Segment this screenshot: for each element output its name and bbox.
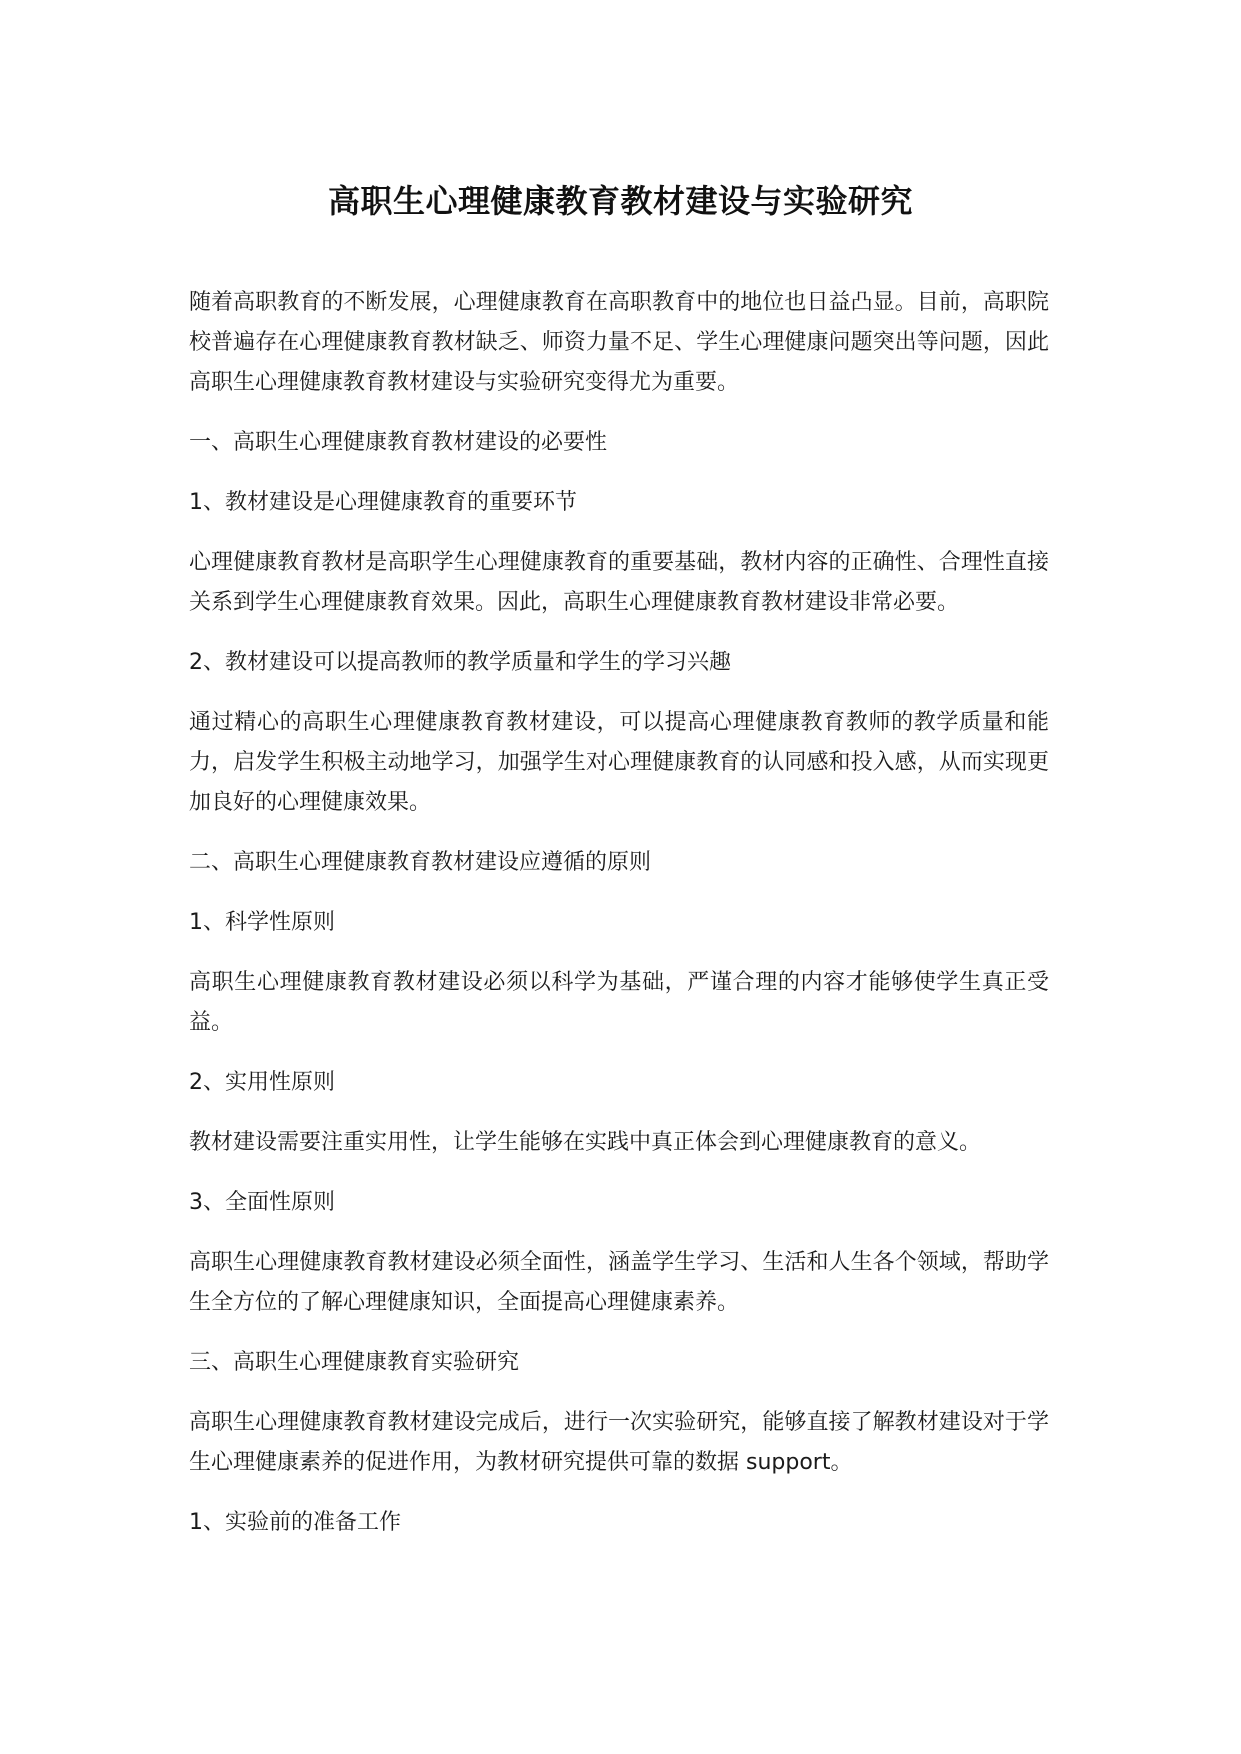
intro-paragraph: 随着高职教育的不断发展，心理健康教育在高职教育中的地位也日益凸显。目前，高职院校普遍存在心理健康教育教材缺乏、师资力量不足、学生心理健康问题突出等问题，因此高职生心理健康教育教材建设与实验研究变得尤为重要。	[189, 290, 1049, 395]
subsection-heading-2-2: 2、实用性原则	[189, 1070, 335, 1095]
subsection-heading-2-1: 1、科学性原则	[189, 910, 335, 935]
subsection-heading-1-1: 1、教材建设是心理健康教育的重要环节	[189, 490, 577, 515]
paragraph-1-1: 心理健康教育教材是高职学生心理健康教育的重要基础，教材内容的正确性、合理性直接关系到学生心理健康教育效果。因此，高职生心理健康教育教材建设非常必要。	[189, 550, 1049, 615]
paragraph-2-1: 高职生心理健康教育教材建设必须以科学为基础，严谨合理的内容才能够使学生真正受益。	[189, 970, 1049, 1035]
subsection-heading-3-1: 1、实验前的准备工作	[189, 1510, 401, 1535]
section-heading-1: 一、高职生心理健康教育教材建设的必要性	[189, 430, 608, 455]
document-body	[189, 283, 1049, 1563]
document-title: 高职生心理健康教育教材建设与实验研究	[327, 182, 913, 220]
subsection-heading-2-3: 3、全面性原则	[189, 1190, 335, 1215]
paragraph-2-3: 高职生心理健康教育教材建设必须全面性，涵盖学生学习、生活和人生各个领域，帮助学生全方位的了解心理健康知识，全面提高心理健康素养。	[189, 1250, 1049, 1315]
paragraph-1-2: 通过精心的高职生心理健康教育教材建设，可以提高心理健康教育教师的教学质量和能力，启发学生积极主动地学习，加强学生对心理健康教育的认同感和投入感，从而实现更加良好的心理健康效果。	[189, 710, 1049, 815]
paragraph-3: 高职生心理健康教育教材建设完成后，进行一次实验研究，能够直接了解教材建设对于学生心理健康素养的促进作用，为教材研究提供可靠的数据 support。	[189, 1410, 1049, 1475]
paragraph-2-2: 教材建设需要注重实用性，让学生能够在实践中真正体会到心理健康教育的意义。	[189, 1130, 982, 1155]
subsection-heading-1-2: 2、教材建设可以提高教师的教学质量和学生的学习兴趣	[189, 650, 731, 675]
section-heading-3: 三、高职生心理健康教育实验研究	[189, 1350, 520, 1375]
section-heading-2: 二、高职生心理健康教育教材建设应遵循的原则	[189, 850, 652, 875]
